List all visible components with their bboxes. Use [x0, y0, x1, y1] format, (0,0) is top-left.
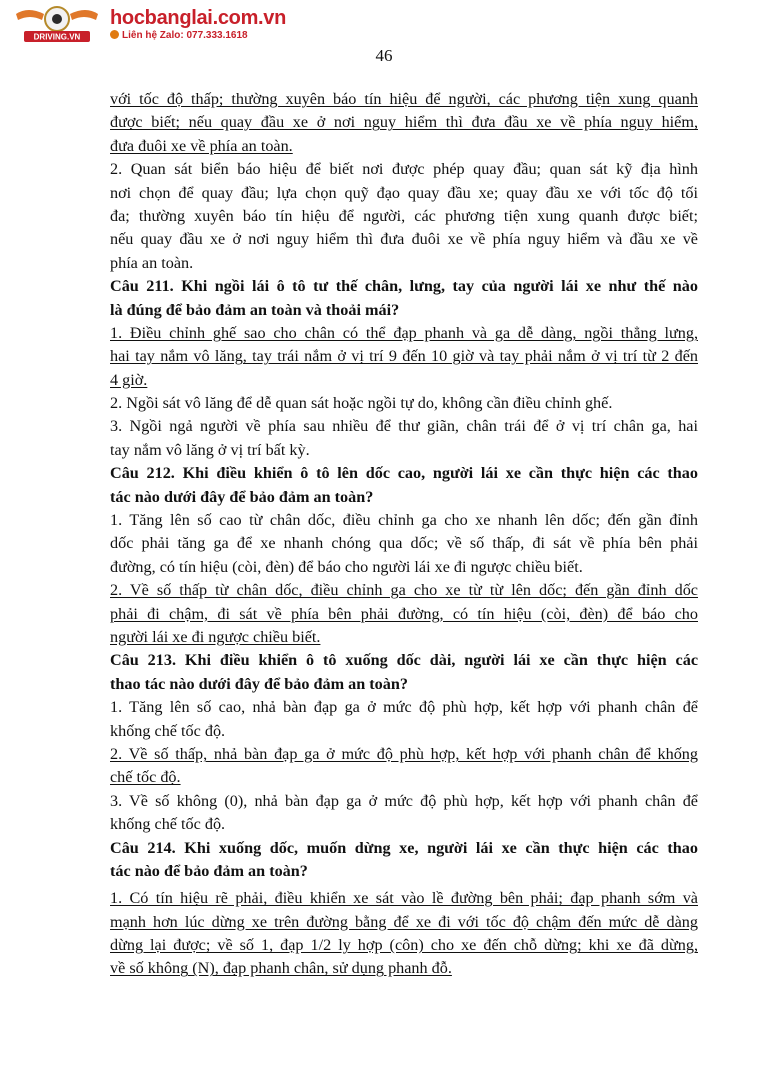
line-text: Câu 213. Khi điều khiển ô tô xuống dốc dài, người lái xe cần thực hiện các — [110, 651, 698, 670]
question-line — [110, 462, 698, 485]
line-text: nơi chọn để quay đầu; lựa chọn quỹ đạo quay đầu xe; quay đầu xe với tốc độ tối — [110, 183, 698, 202]
line-text: 2. Quan sát biển báo hiệu để biết nơi được phép quay đầu; quan sát kỹ địa hình — [110, 160, 698, 179]
text-line — [110, 720, 698, 743]
correct-answer-line — [110, 603, 698, 626]
line-text: đưa đuôi xe về phía an toàn. — [110, 136, 293, 155]
text-line — [110, 790, 698, 813]
logo-badge-text: DRIVING.VN — [33, 32, 81, 42]
line-text: 3. Về số không (0), nhả bàn đạp ga ở mức độ phù hợp, kết hợp với phanh chân để — [110, 791, 698, 810]
line-text: tác nào để bảo đảm an toàn? — [110, 861, 308, 880]
text-line — [110, 556, 698, 579]
correct-answer-line — [110, 111, 698, 134]
line-text: thao tác nào dưới đây để bảo đảm an toàn? — [110, 674, 408, 693]
line-text: 2. Về số thấp từ chân dốc, điều chỉnh ga cho xe từ từ lên dốc; đến gần đỉnh dốc — [110, 581, 698, 600]
question-line — [110, 649, 698, 672]
site-logo[interactable] — [14, 4, 287, 44]
correct-answer-line — [110, 369, 698, 392]
correct-answer-line — [110, 88, 698, 111]
line-text: 1. Có tín hiệu rẽ phải, điều khiển xe sát vào lề đường bên phải; đạp phanh sớm và — [110, 889, 698, 908]
text-line — [110, 532, 698, 555]
line-text: dừng lại được; về số 1, đạp 1/2 ly hợp (côn) cho xe đến chỗ dừng; khi xe đã dừng, — [110, 936, 698, 955]
correct-answer-line — [110, 579, 698, 602]
text-line — [110, 813, 698, 836]
correct-answer-line — [110, 766, 698, 789]
line-text: dốc phải tăng ga để xe nhanh chóng qua dốc; về số thấp, đi sát về phía bên phải — [110, 534, 698, 553]
line-text: 3. Ngồi ngả người về phía sau nhiều để thư giãn, chân trái để ở vị trí chân ga, hai — [110, 417, 698, 436]
correct-answer-line — [110, 322, 698, 345]
correct-answer-line — [110, 911, 698, 934]
text-line — [110, 509, 698, 532]
correct-answer-line — [110, 135, 698, 158]
text-line — [110, 158, 698, 181]
line-text: được biết; nếu quay đầu xe ở nơi nguy hiểm thì đưa đầu xe về phía nguy hiểm, — [110, 113, 698, 132]
line-text: tác nào dưới đây để bảo đảm an toàn? — [110, 487, 374, 506]
line-text: Câu 212. Khi điều khiển ô tô lên dốc cao, người lái xe cần thực hiện các thao — [110, 464, 698, 483]
line-text: 1. Tăng lên số cao từ chân dốc, điều chỉnh ga cho xe nhanh lên dốc; đến gần đỉnh — [110, 511, 698, 530]
line-text: là đúng để bảo đảm an toàn và thoải mái? — [110, 300, 400, 319]
line-text: khống chế tốc độ. — [110, 815, 226, 834]
line-text: 1. Tăng lên số cao, nhả bàn đạp ga ở mức độ phù hợp, kết hợp với phanh chân để — [110, 698, 698, 717]
question-line — [110, 860, 698, 883]
document-body — [110, 88, 698, 981]
line-text: với tốc độ thấp; thường xuyên báo tín hiệu để người, các phương tiện xung quanh — [110, 90, 698, 108]
text-line — [110, 228, 698, 251]
text-line — [110, 439, 698, 462]
text-line — [110, 696, 698, 719]
question-line — [110, 486, 698, 509]
text-line — [110, 415, 698, 438]
line-text: về số không (N), đạp phanh chân, sử dụng phanh đỗ. — [110, 959, 452, 978]
line-text: nếu quay đầu xe ở nơi nguy hiểm thì đưa đuôi xe về phía nguy hiểm và đầu xe về — [110, 230, 698, 249]
brand-name: hocbanglai.com.vn — [110, 7, 287, 29]
phone-icon — [110, 30, 119, 39]
contact-text: Liên hệ Zalo: 077.333.1618 — [122, 30, 248, 41]
correct-answer-line — [110, 626, 698, 649]
text-line — [110, 252, 698, 275]
question-line — [110, 299, 698, 322]
line-text: tay nắm vô lăng ở vị trí bất kỳ. — [110, 440, 310, 459]
correct-answer-line — [110, 345, 698, 368]
question-line — [110, 673, 698, 696]
line-text: khống chế tốc độ. — [110, 721, 226, 740]
line-text: đa; thường xuyên báo tín hiệu để người, các phương tiện xung quanh được biết; — [110, 206, 698, 225]
line-text: phải đi chậm, đi sát về phía bên phải đường, có tín hiệu (còi, đèn) để báo cho — [110, 604, 698, 623]
text-line — [110, 205, 698, 228]
correct-answer-line — [110, 957, 698, 980]
line-text: người lái xe đi ngược chiều biết. — [110, 627, 321, 646]
line-text: 2. Ngồi sát vô lăng để dễ quan sát hoặc ngồi tự do, không cần điều chỉnh ghế. — [110, 394, 613, 413]
line-text: chế tốc độ. — [110, 768, 181, 787]
contact-line — [110, 30, 248, 41]
line-text: hai tay nắm vô lăng, tay trái nắm ở vị trí 9 đến 10 giờ và tay phải nắm ở vị trí từ 2 đến — [110, 347, 698, 366]
logo-badge-icon — [14, 4, 100, 44]
line-text: đường, có tín hiệu (còi, đèn) để báo cho người lái xe đi ngược chiều biết. — [110, 557, 583, 576]
line-text: Câu 214. Khi xuống dốc, muốn dừng xe, người lái xe cần thực hiện các thao — [110, 838, 698, 857]
line-text: 4 giờ. — [110, 370, 148, 389]
text-line — [110, 182, 698, 205]
question-line — [110, 275, 698, 298]
line-text: 1. Điều chỉnh ghế sao cho chân có thể đạp phanh và ga dễ dàng, ngồi thẳng lưng, — [110, 323, 698, 342]
correct-answer-line — [110, 743, 698, 766]
text-line — [110, 392, 698, 415]
question-line — [110, 837, 698, 860]
correct-answer-line — [110, 887, 698, 910]
line-text: mạnh hơn lúc dừng xe trên đường bằng để xe đi với tốc độ chậm đến mức dễ dàng — [110, 912, 698, 931]
correct-answer-line — [110, 934, 698, 957]
line-text: phía an toàn. — [110, 253, 194, 272]
line-text: Câu 211. Khi ngồi lái ô tô tư thế chân, lưng, tay của người lái xe như thế nào — [110, 277, 698, 296]
page-number: 46 — [375, 46, 393, 65]
line-text: 2. Về số thấp, nhả bàn đạp ga ở mức độ phù hợp, kết hợp với phanh chân để khống — [110, 744, 698, 763]
